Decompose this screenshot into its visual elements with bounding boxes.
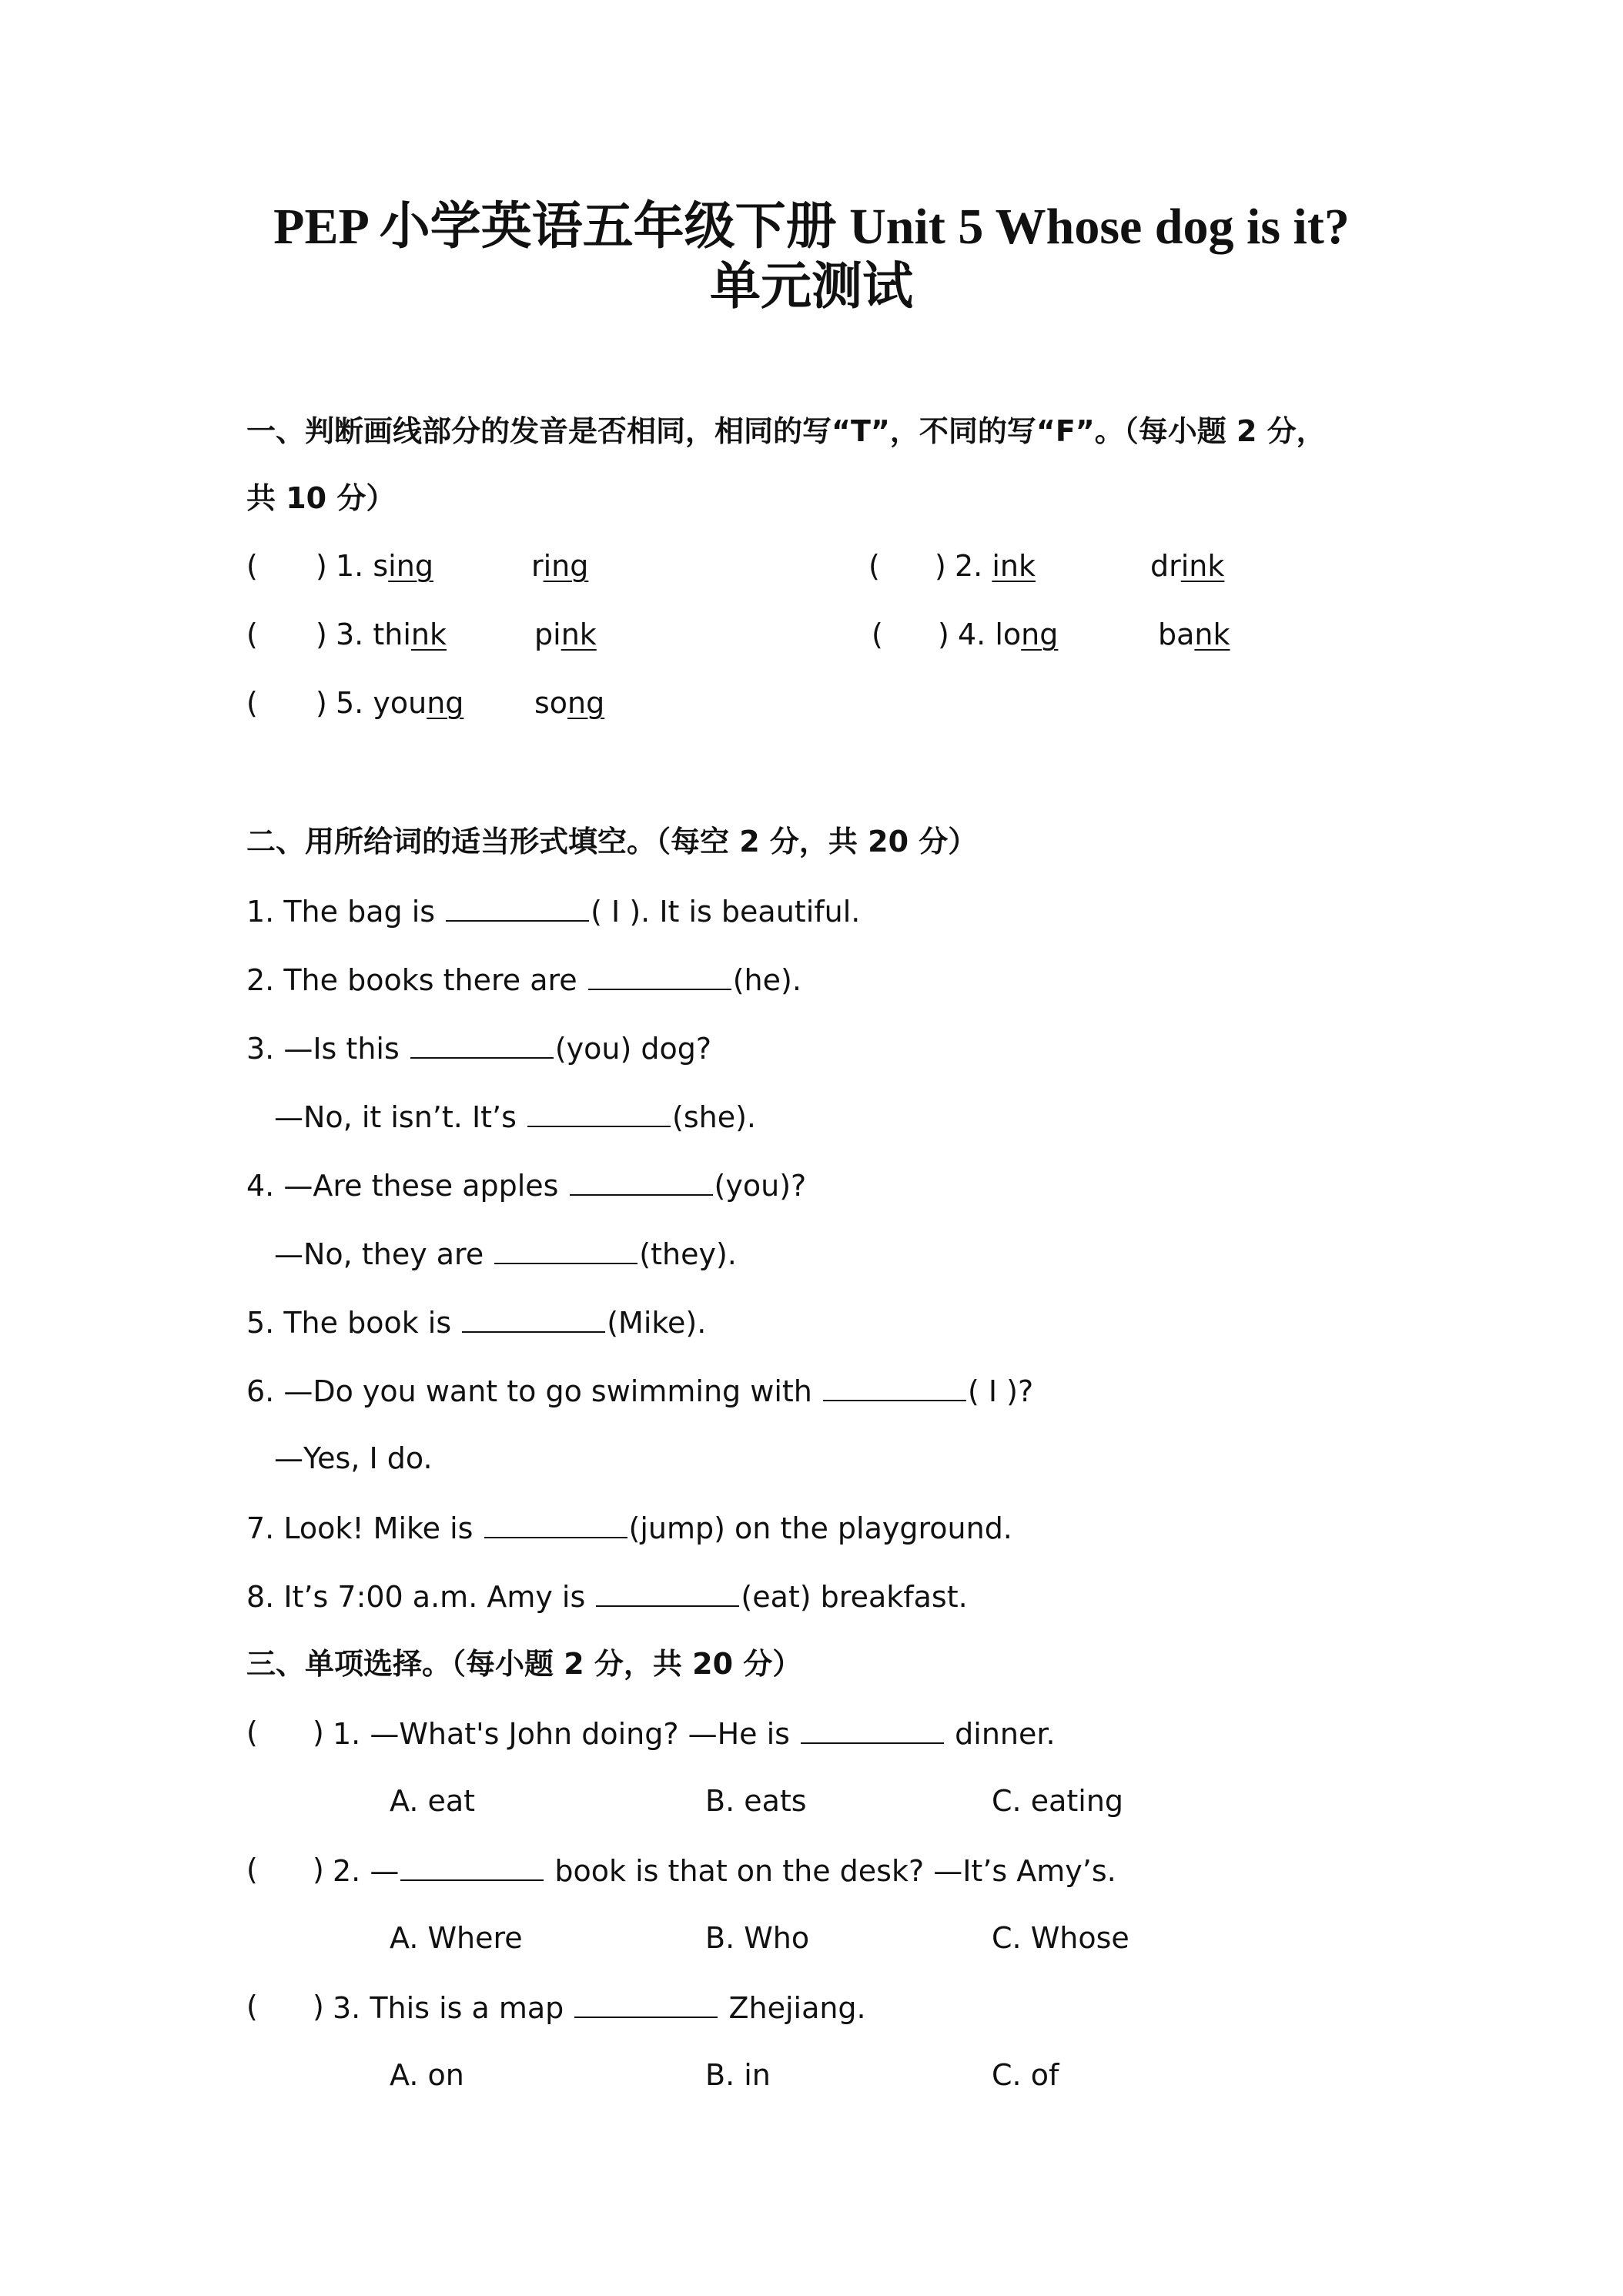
text: 3. —Is this xyxy=(246,1032,409,1066)
s3-q1-option-b[interactable]: B. eats xyxy=(705,1784,807,1818)
s3-question-1 xyxy=(333,1713,1056,1753)
text: dinner. xyxy=(945,1717,1056,1751)
s1-item-5-word-1 xyxy=(336,684,463,722)
answer-paren-open: ( xyxy=(868,549,880,583)
underlined-part: nk xyxy=(1194,618,1230,651)
text: —Yes, I do. xyxy=(274,1441,433,1475)
item-number: 2. xyxy=(955,549,983,583)
text: book is that on the desk? —It’s Amy’s. xyxy=(545,1854,1116,1888)
s3-question-3 xyxy=(333,1987,866,2027)
fill-blank[interactable] xyxy=(570,1165,713,1196)
underlined-part: nk xyxy=(410,618,447,651)
s3-q1-option-c[interactable]: C. eating xyxy=(992,1784,1124,1818)
s3-q3-option-b[interactable]: B. in xyxy=(705,2058,771,2092)
fill-blank[interactable] xyxy=(527,1096,671,1127)
answer-paren-close: ) xyxy=(316,618,327,651)
answer-paren-open: ( xyxy=(246,618,258,651)
s1-item-1-word-1 xyxy=(336,547,433,585)
s1-item-4-word-2 xyxy=(1158,615,1230,654)
text: 4. —Are these apples xyxy=(246,1169,568,1203)
text: (jump) on the playground. xyxy=(628,1511,1012,1545)
answer-paren-close: ) xyxy=(316,686,327,720)
underlined-part: ink xyxy=(992,549,1036,583)
answer-paren-close: ) xyxy=(938,618,949,651)
word-prefix: pi xyxy=(534,618,561,651)
text: 8. It’s 7:00 a.m. Amy is xyxy=(246,1580,595,1614)
text: Zhejiang. xyxy=(719,1991,866,2025)
s1-item-3-word-2 xyxy=(534,615,597,654)
section3-heading: 三、单项选择。（每小题 2 分，共 20 分） xyxy=(246,1647,802,1681)
answer-paren-open: ( xyxy=(246,549,258,583)
s3-question-2 xyxy=(333,1850,1116,1890)
answer-paren-open: ( xyxy=(246,1853,258,1886)
fill-blank[interactable] xyxy=(823,1371,966,1401)
answer-paren-close: ) xyxy=(935,549,946,583)
s2-line-4-reply xyxy=(274,1233,737,1274)
s3-q2-option-b[interactable]: B. Who xyxy=(705,1921,810,1955)
s2-line-6 xyxy=(246,1371,1033,1411)
word-prefix: s xyxy=(373,549,389,583)
item-number: 3. xyxy=(336,618,364,651)
section1-heading-line1: 一、判断画线部分的发音是否相同，相同的写“T”，不同的写“F”。（每小题 2 分， xyxy=(246,414,1326,448)
text: 3. This is a map xyxy=(333,1991,574,2025)
s2-line-4 xyxy=(246,1165,806,1205)
s3-q2-option-c[interactable]: C. Whose xyxy=(992,1921,1129,1955)
fill-blank[interactable] xyxy=(574,1987,718,2018)
s1-item-4-word-1 xyxy=(958,615,1058,654)
s2-line-3 xyxy=(246,1028,711,1068)
item-number: 1. xyxy=(336,549,364,583)
underlined-part: ing xyxy=(543,549,589,583)
s1-item-1-word-2 xyxy=(531,547,588,585)
fill-blank[interactable] xyxy=(462,1302,605,1333)
text: 2. — xyxy=(333,1854,400,1888)
fill-blank[interactable] xyxy=(400,1850,544,1881)
text: 1. The bag is xyxy=(246,895,445,929)
s2-line-1 xyxy=(246,891,860,931)
text: —No, they are xyxy=(274,1237,494,1271)
s1-item-2-word-2 xyxy=(1150,547,1224,585)
fill-blank[interactable] xyxy=(801,1713,944,1744)
text: 1. —What's John doing? —He is xyxy=(333,1717,800,1751)
answer-paren-open: ( xyxy=(872,618,883,651)
fill-blank[interactable] xyxy=(410,1028,554,1059)
word-prefix: so xyxy=(534,686,568,720)
section2-heading: 二、用所给词的适当形式填空。（每空 2 分，共 20 分） xyxy=(246,825,978,858)
underlined-part: nk xyxy=(561,618,597,651)
s3-q3-option-c[interactable]: C. of xyxy=(992,2058,1059,2092)
word-prefix: you xyxy=(373,686,427,720)
answer-paren-close: ) xyxy=(313,1990,324,2023)
text: ( I ). It is beautiful. xyxy=(591,895,861,929)
word-prefix: lo xyxy=(995,618,1022,651)
text: ( I )? xyxy=(967,1374,1034,1408)
s3-q1-option-a[interactable]: A. eat xyxy=(390,1784,476,1818)
answer-paren-close: ) xyxy=(313,1715,324,1749)
s2-line-3-reply xyxy=(274,1096,756,1136)
s3-q3-option-a[interactable]: A. on xyxy=(390,2058,464,2092)
word-prefix: dr xyxy=(1150,549,1181,583)
text: 5. The book is xyxy=(246,1306,461,1340)
section1-heading-line2: 共 10 分） xyxy=(246,481,396,515)
answer-paren-open: ( xyxy=(246,686,258,720)
text: (they). xyxy=(639,1237,737,1271)
text: (you) dog? xyxy=(554,1032,712,1066)
item-number: 4. xyxy=(958,618,986,651)
text: (he). xyxy=(732,963,801,997)
fill-blank[interactable] xyxy=(446,891,589,922)
text: 7. Look! Mike is xyxy=(246,1511,483,1545)
s1-item-2-word-1 xyxy=(955,547,1036,585)
word-prefix: r xyxy=(531,549,544,583)
underlined-part: ng xyxy=(427,686,464,720)
text: (you)? xyxy=(714,1169,807,1203)
underlined-part: ing xyxy=(388,549,433,583)
underlined-part: ng xyxy=(1021,618,1059,651)
title-line-2: 单元测试 xyxy=(710,259,913,315)
fill-blank[interactable] xyxy=(484,1508,627,1538)
text: (Mike). xyxy=(607,1306,707,1340)
answer-paren-open: ( xyxy=(246,1715,258,1749)
s2-line-2 xyxy=(246,959,801,999)
s1-item-3-word-1 xyxy=(336,615,447,654)
fill-blank[interactable] xyxy=(494,1233,637,1264)
s2-line-5 xyxy=(246,1302,706,1342)
fill-blank[interactable] xyxy=(588,959,731,990)
text: 6. —Do you want to go swimming with xyxy=(246,1374,822,1408)
text: 2. The books there are xyxy=(246,963,587,997)
answer-paren-close: ) xyxy=(313,1853,324,1886)
s2-line-6-reply xyxy=(274,1439,433,1478)
title-line-1: PEP 小学英语五年级下册 Unit 5 Whose dog is it? xyxy=(273,199,1350,255)
answer-paren-close: ) xyxy=(316,549,327,583)
s1-item-5-word-2 xyxy=(534,684,604,722)
item-number: 5. xyxy=(336,686,364,720)
underlined-part: ink xyxy=(1180,549,1225,583)
text: (eat) breakfast. xyxy=(741,1580,968,1614)
text: —No, it isn’t. It’s xyxy=(274,1100,527,1134)
underlined-part: ng xyxy=(567,686,605,720)
text: (she). xyxy=(672,1100,757,1134)
s2-line-8 xyxy=(246,1576,968,1616)
word-prefix: ba xyxy=(1158,618,1195,651)
answer-paren-open: ( xyxy=(246,1990,258,2023)
s3-q2-option-a[interactable]: A. Where xyxy=(390,1921,523,1955)
s2-line-7 xyxy=(246,1508,1012,1548)
fill-blank[interactable] xyxy=(596,1576,739,1607)
word-prefix: thi xyxy=(373,618,411,651)
